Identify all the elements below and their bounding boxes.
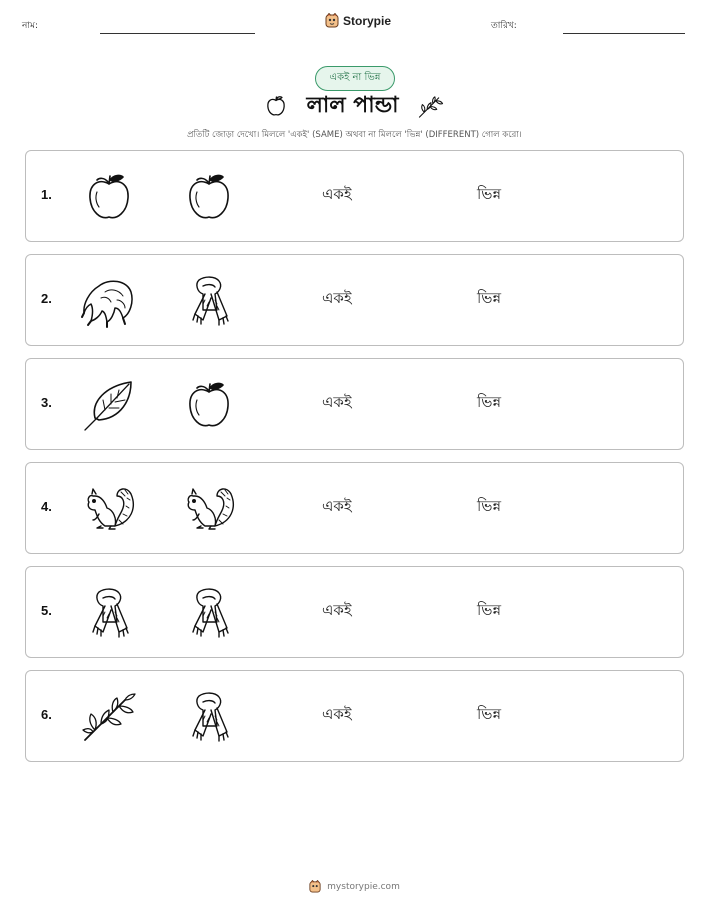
scarf-icon bbox=[181, 274, 237, 328]
option-different[interactable]: ভিন্ন bbox=[477, 289, 502, 307]
row-number: 4. bbox=[41, 499, 52, 514]
claw-icon bbox=[81, 274, 137, 328]
scarf-icon bbox=[181, 690, 237, 744]
squirrel-icon bbox=[181, 482, 237, 536]
apple-icon bbox=[264, 93, 288, 119]
question-row-1 bbox=[25, 150, 684, 242]
option-same[interactable]: একই bbox=[322, 601, 352, 619]
brand-logo bbox=[325, 13, 391, 28]
footer bbox=[0, 880, 709, 893]
scarf-icon bbox=[181, 586, 237, 640]
date-line[interactable] bbox=[563, 33, 685, 34]
page-title: লাল পান্ডা bbox=[306, 92, 399, 118]
question-row-6 bbox=[25, 670, 684, 762]
option-same[interactable]: একই bbox=[322, 393, 352, 411]
apple-icon bbox=[181, 378, 237, 432]
question-row-3 bbox=[25, 358, 684, 450]
storypie-logo-icon bbox=[309, 880, 321, 893]
row-number: 6. bbox=[41, 707, 52, 722]
name-label: নাম: bbox=[22, 21, 39, 31]
brand-name: Storypie bbox=[343, 13, 392, 28]
apple-icon bbox=[181, 170, 237, 224]
option-different[interactable]: ভিন্ন bbox=[477, 393, 502, 411]
category-pill: একই না ভিন্ন bbox=[315, 66, 395, 91]
option-different[interactable]: ভিন্ন bbox=[477, 185, 502, 203]
question-row-5 bbox=[25, 566, 684, 658]
branch-icon bbox=[417, 93, 445, 119]
option-same[interactable]: একই bbox=[322, 705, 352, 723]
branch-icon bbox=[81, 690, 137, 744]
row-number: 1. bbox=[41, 187, 52, 202]
footer-site[interactable]: mystorypie.com bbox=[327, 881, 400, 892]
option-different[interactable]: ভিন্ন bbox=[477, 497, 502, 515]
question-row-2 bbox=[25, 254, 684, 346]
date-label: তারিখ: bbox=[491, 21, 517, 31]
scarf-icon bbox=[81, 586, 137, 640]
storypie-logo-icon bbox=[325, 13, 339, 28]
option-same[interactable]: একই bbox=[322, 289, 352, 307]
row-number: 5. bbox=[41, 603, 52, 618]
name-line[interactable] bbox=[100, 33, 255, 34]
apple-icon bbox=[81, 170, 137, 224]
row-number: 2. bbox=[41, 291, 52, 306]
question-row-4 bbox=[25, 462, 684, 554]
instructions: প্রতিটি জোড়া দেখো। মিললে 'একই' (SAME) অথবা না মিললে 'ভিন্ন' (DIFFERENT) গোল করো। bbox=[187, 130, 522, 140]
option-different[interactable]: ভিন্ন bbox=[477, 705, 502, 723]
option-different[interactable]: ভিন্ন bbox=[477, 601, 502, 619]
leaf-icon bbox=[81, 378, 137, 432]
squirrel-icon bbox=[81, 482, 137, 536]
option-same[interactable]: একই bbox=[322, 497, 352, 515]
title-row bbox=[0, 90, 709, 122]
option-same[interactable]: একই bbox=[322, 185, 352, 203]
row-number: 3. bbox=[41, 395, 52, 410]
